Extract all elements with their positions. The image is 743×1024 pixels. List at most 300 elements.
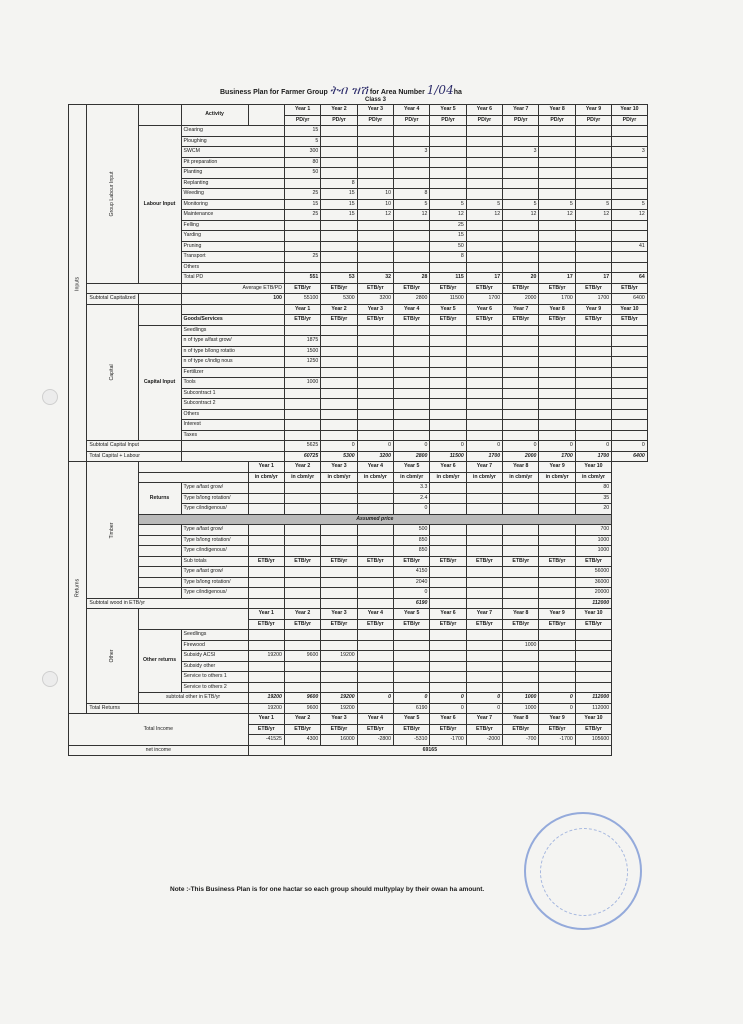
value-cell — [284, 577, 320, 588]
value-cell — [357, 630, 393, 641]
value-cell: 0 — [394, 693, 430, 704]
year-header: Year 9 — [539, 462, 575, 473]
year-header: Year 6 — [430, 462, 466, 473]
value-cell — [394, 672, 430, 683]
value-cell: 3200 — [357, 451, 393, 462]
value-cell: 112000 — [575, 703, 611, 714]
value-cell: 12 — [466, 210, 502, 221]
value-cell — [357, 178, 393, 189]
value-cell — [321, 336, 357, 347]
area-unit: ha — [453, 89, 462, 96]
value-cell — [248, 630, 284, 641]
value-cell: 0 — [430, 703, 466, 714]
activity-name: Weeding — [181, 189, 284, 200]
value-cell — [503, 357, 539, 368]
value-cell — [284, 262, 320, 273]
returns-section-label: Returns — [69, 462, 87, 714]
value-cell — [248, 640, 284, 651]
timber-type-name: Type a/fast grow/ — [181, 483, 248, 494]
value-cell — [539, 682, 575, 693]
value-cell — [430, 357, 466, 368]
year-header: Year 7 — [466, 609, 502, 620]
value-cell — [503, 504, 539, 515]
unit-header: PD/yr — [503, 115, 539, 126]
activity-name: Ploughing — [181, 136, 284, 147]
value-cell — [575, 420, 611, 431]
value-cell: 4300 — [284, 735, 320, 746]
value-cell — [612, 157, 648, 168]
value-cell — [612, 231, 648, 242]
value-cell — [394, 252, 430, 263]
value-cell — [248, 525, 284, 536]
value-cell — [357, 504, 393, 515]
value-cell — [394, 231, 430, 242]
timber-type-name: Type b/long rotation/ — [181, 493, 248, 504]
value-cell — [321, 640, 357, 651]
value-cell — [503, 399, 539, 410]
year-header: Year 6 — [430, 609, 466, 620]
value-cell — [539, 189, 575, 200]
value-cell — [284, 598, 320, 609]
year-header: Year 2 — [321, 105, 357, 116]
value-cell — [539, 252, 575, 263]
value-cell: 9600 — [284, 693, 320, 704]
value-cell: 5 — [575, 199, 611, 210]
value-cell — [321, 546, 357, 557]
value-cell — [539, 357, 575, 368]
value-cell: 0 — [430, 441, 466, 452]
value-cell: 8 — [394, 189, 430, 200]
value-cell — [394, 430, 430, 441]
unit-header: ETB/yr — [394, 315, 430, 326]
value-cell — [284, 504, 320, 515]
value-cell — [394, 399, 430, 410]
value-cell — [284, 535, 320, 546]
unit-header: ETB/yr — [357, 556, 393, 567]
capital-item-name: Seedlings — [181, 325, 284, 336]
subtotal-other-label: subtotal other in ETB/yr — [138, 693, 248, 704]
value-cell — [612, 252, 648, 263]
other-label: Other — [87, 609, 138, 704]
unit-header: ETB/yr — [466, 283, 502, 294]
value-cell — [503, 630, 539, 641]
unit-header: in cbm/yr — [357, 472, 393, 483]
value-cell — [394, 640, 430, 651]
year-header: Year 5 — [394, 714, 430, 725]
value-cell — [357, 220, 393, 231]
unit-header: ETB/yr — [430, 724, 466, 735]
value-cell — [394, 168, 430, 179]
table-row — [69, 577, 743, 588]
activity-name: SWCM — [181, 147, 284, 158]
other-item-name: Seedlings — [181, 630, 248, 641]
year-header: Year 4 — [394, 304, 430, 315]
value-cell: 0 — [503, 441, 539, 452]
value-cell — [357, 703, 393, 714]
value-cell — [466, 483, 502, 494]
unit-header: ETB/yr — [430, 315, 466, 326]
value-cell — [612, 178, 648, 189]
value-cell — [503, 567, 539, 578]
value-cell — [466, 651, 502, 662]
value-cell: 500 — [394, 525, 430, 536]
unit-header: ETB/yr — [503, 724, 539, 735]
activity-name: Planting — [181, 168, 284, 179]
labour-input-label: Labour Input — [138, 126, 181, 284]
total-returns-label: Total Returns — [87, 703, 138, 714]
blank-cell — [138, 609, 248, 630]
value-cell — [503, 136, 539, 147]
value-cell: -1700 — [430, 735, 466, 746]
value-cell — [503, 252, 539, 263]
value-cell — [503, 588, 539, 599]
blank-cell — [87, 283, 181, 294]
unit-header: ETB/yr — [357, 619, 393, 630]
value-cell — [539, 262, 575, 273]
value-cell — [466, 567, 502, 578]
value-cell — [466, 241, 502, 252]
value-cell — [503, 189, 539, 200]
value-cell — [430, 420, 466, 431]
value-cell — [539, 430, 575, 441]
value-cell — [321, 157, 357, 168]
value-cell — [321, 378, 357, 389]
year-header: Year 9 — [575, 304, 611, 315]
table-row — [69, 294, 743, 305]
value-cell — [466, 357, 502, 368]
price-type-name: Type b/long rotation/ — [181, 535, 248, 546]
value-cell — [503, 577, 539, 588]
value-cell — [357, 672, 393, 683]
net-income-label: net income — [69, 745, 249, 756]
unit-header: ETB/yr — [503, 556, 539, 567]
blank-cell — [138, 546, 181, 557]
value-cell — [612, 262, 648, 273]
value-cell — [430, 525, 466, 536]
unit-header: ETB/yr — [539, 724, 575, 735]
year-header: Year 3 — [321, 462, 357, 473]
value-cell — [357, 546, 393, 557]
value-cell — [430, 178, 466, 189]
value-cell — [357, 252, 393, 263]
unit-header: ETB/yr — [321, 283, 357, 294]
value-cell: 19200 — [248, 693, 284, 704]
unit-header: in cbm/yr — [430, 472, 466, 483]
year-header: Year 10 — [612, 105, 648, 116]
value-cell — [575, 346, 611, 357]
subtotal-type-name: Type a/fast grow/ — [181, 567, 248, 578]
unit-header: ETB/yr — [466, 619, 502, 630]
value-cell — [503, 157, 539, 168]
value-cell — [466, 504, 502, 515]
value-cell — [466, 409, 502, 420]
value-cell — [284, 661, 320, 672]
value-cell: 16000 — [321, 735, 357, 746]
value-cell — [539, 483, 575, 494]
value-cell — [575, 336, 611, 347]
capital-item-name: Subcontract 2 — [181, 399, 284, 410]
unit-header: ETB/yr — [248, 619, 284, 630]
value-cell — [612, 346, 648, 357]
value-cell: 850 — [394, 535, 430, 546]
value-cell — [466, 588, 502, 599]
value-cell: 2.4 — [394, 493, 430, 504]
year-header: Year 3 — [357, 105, 393, 116]
value-cell — [248, 546, 284, 557]
value-cell: 15 — [284, 126, 320, 137]
value-cell: 9600 — [284, 703, 320, 714]
value-cell — [466, 126, 502, 137]
capital-item-name: Interest — [181, 420, 284, 431]
unit-header: PD/yr — [394, 115, 430, 126]
value-cell — [284, 241, 320, 252]
value-cell: 15 — [284, 199, 320, 210]
value-cell: 3 — [612, 147, 648, 158]
unit-header: ETB/yr — [575, 283, 611, 294]
table-row — [69, 283, 743, 294]
value-cell: 64 — [612, 273, 648, 284]
value-cell — [575, 231, 611, 242]
punch-hole — [42, 389, 58, 405]
value-cell: 19200 — [248, 651, 284, 662]
table-row — [69, 693, 743, 704]
value-cell — [539, 220, 575, 231]
blank-cell — [138, 105, 181, 126]
table-row — [69, 126, 743, 137]
table-row — [69, 441, 743, 452]
value-cell — [430, 682, 466, 693]
value-cell: 19200 — [321, 693, 357, 704]
value-cell — [357, 598, 393, 609]
value-cell — [612, 388, 648, 399]
value-cell — [394, 262, 430, 273]
value-cell: 850 — [394, 546, 430, 557]
unit-header: in cbm/yr — [394, 472, 430, 483]
value-cell — [575, 220, 611, 231]
value-cell — [321, 661, 357, 672]
unit-header: in cbm/yr — [539, 472, 575, 483]
activity-name: Transport — [181, 252, 284, 263]
table-row — [69, 588, 743, 599]
value-cell: 50 — [430, 241, 466, 252]
value-cell — [284, 178, 320, 189]
capital-item-name: n of type b/long rotatio — [181, 346, 284, 357]
value-cell — [503, 651, 539, 662]
value-cell — [466, 336, 502, 347]
value-cell — [575, 682, 611, 693]
value-cell — [612, 367, 648, 378]
year-header: Year 4 — [357, 714, 393, 725]
unit-header: ETB/yr — [394, 724, 430, 735]
value-cell — [357, 682, 393, 693]
year-header: Year 10 — [575, 462, 611, 473]
value-cell: 10 — [357, 189, 393, 200]
capital-label: Capital — [87, 304, 138, 441]
punch-hole — [42, 671, 58, 687]
unit-header: ETB/yr — [321, 724, 357, 735]
value-cell — [321, 598, 357, 609]
value-cell — [357, 577, 393, 588]
value-cell — [430, 157, 466, 168]
value-cell — [575, 157, 611, 168]
unit-header: ETB/yr — [575, 724, 611, 735]
value-cell: 1250 — [284, 357, 320, 368]
table-row — [69, 535, 743, 546]
value-cell: 17 — [539, 273, 575, 284]
value-cell — [539, 378, 575, 389]
unit-header: ETB/yr — [284, 283, 320, 294]
value-cell — [430, 325, 466, 336]
timber-label: Timber — [87, 462, 138, 599]
value-cell: 3200 — [357, 294, 393, 305]
table-row — [69, 745, 743, 756]
unit-header: ETB/yr — [503, 315, 539, 326]
value-cell — [503, 336, 539, 347]
value-cell: 12 — [394, 210, 430, 221]
value-cell — [321, 430, 357, 441]
year-header: Year 3 — [321, 609, 357, 620]
value-cell — [503, 409, 539, 420]
value-cell — [575, 252, 611, 263]
value-cell — [430, 567, 466, 578]
value-cell — [321, 252, 357, 263]
value-cell: 5 — [466, 199, 502, 210]
value-cell — [466, 682, 502, 693]
value-cell — [284, 493, 320, 504]
value-cell — [539, 651, 575, 662]
value-cell: 2000 — [503, 294, 539, 305]
value-cell — [248, 504, 284, 515]
value-cell — [357, 430, 393, 441]
value-cell: 55100 — [284, 294, 320, 305]
unit-header: ETB/yr — [394, 556, 430, 567]
value-cell — [357, 367, 393, 378]
unit-header: PD/yr — [357, 115, 393, 126]
value-cell — [357, 378, 393, 389]
value-cell — [466, 493, 502, 504]
value-cell — [503, 346, 539, 357]
value-cell: 0 — [321, 441, 357, 452]
activity-name: Others — [181, 262, 284, 273]
value-cell — [321, 147, 357, 158]
year-header: Year 4 — [357, 462, 393, 473]
value-cell: 50 — [284, 168, 320, 179]
value-cell — [466, 178, 502, 189]
value-cell — [357, 262, 393, 273]
value-cell — [503, 126, 539, 137]
value-cell — [539, 588, 575, 599]
unit-header: ETB/yr — [539, 315, 575, 326]
value-cell: 105600 — [575, 735, 611, 746]
value-cell — [357, 420, 393, 431]
year-header: Year 2 — [284, 714, 320, 725]
value-cell — [284, 672, 320, 683]
year-header: Year 2 — [284, 462, 320, 473]
value-cell — [248, 588, 284, 599]
value-cell — [430, 126, 466, 137]
value-cell — [430, 577, 466, 588]
value-cell — [430, 367, 466, 378]
value-cell: 1700 — [466, 294, 502, 305]
value-cell: 0 — [394, 441, 430, 452]
value-cell: 11500 — [430, 294, 466, 305]
value-cell — [430, 262, 466, 273]
unit-header: PD/yr — [430, 115, 466, 126]
unit-header: ETB/yr — [430, 619, 466, 630]
value-cell — [575, 357, 611, 368]
year-header: Year 10 — [575, 609, 611, 620]
value-cell: 0 — [575, 441, 611, 452]
value-cell: 1500 — [284, 346, 320, 357]
price-type-name: Type c/indigenous/ — [181, 546, 248, 557]
value-cell — [539, 157, 575, 168]
value-cell — [539, 577, 575, 588]
value-cell — [466, 430, 502, 441]
unit-header: ETB/yr — [357, 724, 393, 735]
value-cell — [466, 630, 502, 641]
value-cell — [466, 168, 502, 179]
value-cell — [394, 325, 430, 336]
value-cell: 0 — [466, 703, 502, 714]
value-cell — [284, 420, 320, 431]
value-cell — [466, 577, 502, 588]
value-cell — [284, 682, 320, 693]
value-cell — [466, 157, 502, 168]
value-cell — [321, 262, 357, 273]
value-cell — [503, 178, 539, 189]
blank-cell — [181, 441, 284, 452]
value-cell — [430, 598, 466, 609]
value-cell — [466, 388, 502, 399]
year-header: Year 8 — [503, 609, 539, 620]
value-cell — [248, 672, 284, 683]
value-cell — [394, 220, 430, 231]
value-cell — [430, 651, 466, 662]
value-cell — [503, 493, 539, 504]
value-cell — [357, 493, 393, 504]
value-cell: -41525 — [248, 735, 284, 746]
value-cell — [575, 661, 611, 672]
value-cell — [575, 189, 611, 200]
value-cell: 1000 — [503, 693, 539, 704]
value-cell: 6400 — [612, 294, 648, 305]
value-cell — [539, 567, 575, 578]
value-cell — [575, 640, 611, 651]
value-cell: 35 — [575, 493, 611, 504]
value-cell: 0 — [394, 588, 430, 599]
value-cell — [284, 430, 320, 441]
value-cell — [466, 672, 502, 683]
blank-cell — [138, 588, 181, 599]
unit-header: in cbm/yr — [503, 472, 539, 483]
value-cell — [575, 241, 611, 252]
value-cell: -2800 — [357, 735, 393, 746]
value-cell — [612, 325, 648, 336]
value-cell — [284, 325, 320, 336]
value-cell — [394, 367, 430, 378]
value-cell — [503, 598, 539, 609]
inputs-section-label: Inputs — [69, 105, 87, 462]
value-cell: 20000 — [575, 588, 611, 599]
value-cell — [575, 262, 611, 273]
year-header: Year 7 — [466, 714, 502, 725]
capital-item-name: Fertilizer — [181, 367, 284, 378]
value-cell: 25 — [284, 210, 320, 221]
unit-header: ETB/yr — [466, 556, 502, 567]
value-cell: 36000 — [575, 577, 611, 588]
value-cell — [503, 367, 539, 378]
value-cell — [612, 336, 648, 347]
